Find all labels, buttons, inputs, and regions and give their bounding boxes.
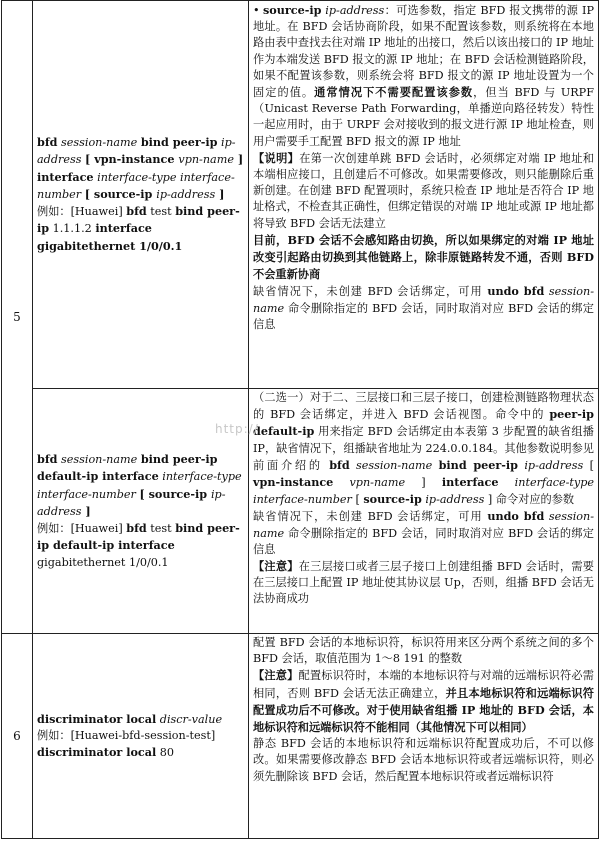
cmd-keyword: bfd	[37, 135, 58, 150]
default-keyword: undo bfd	[487, 284, 545, 299]
desc-param: ip-address	[517, 458, 590, 472]
cmd-param: interface-type interface-number	[37, 470, 242, 501]
desc-text: 用来指定 BFD 会话绑定由本表第 3 步配置的缺省组播 IP，缺省情况下，组播缺省地址为 224.0.0.184。其他参数说明参见前面介绍的	[253, 425, 594, 472]
example-keyword: bfd	[126, 521, 147, 536]
default-text: 命令删除指定的 BFD 会话，同时取消对应 BFD 会话的绑定信息	[253, 301, 594, 331]
note-emphasis: 并且本地标识符和远端标识符配置成功后不可修改。对于使用缺省组播 IP 地址的 BFD 会话，本地标识符和远端标识符不能相同（其他情况下可以相同）	[253, 685, 594, 735]
desc-text: [	[589, 458, 595, 472]
example-text: gigabitethernet 1/0/0.1	[37, 555, 169, 569]
default-note	[253, 508, 594, 558]
default-text: 命令删除指定的 BFD 会话，同时取消对应 BFD 会话的绑定信息	[253, 526, 594, 556]
default-note	[253, 283, 594, 333]
description-cell	[249, 1, 599, 389]
cmd-keyword: discriminator local	[37, 711, 157, 726]
bullet-icon: •	[253, 4, 260, 17]
example-keyword: bind peer-ip	[37, 204, 240, 236]
cmd-keyword: ]	[81, 503, 91, 518]
desc-text: ：可选参数，指定 BFD 报文携带的源 IP 地址。在 BFD 会话协商阶段，如果不配置该参数，则系统将在本地路由表中查找去往对端 IP 地址的出接口，然后以该出接口的 IP 地址作为本端发送 BFD 报文的源 IP 地址；在 BFD 会话检测链路阶段，如果不配置该参数，则系统会将 BFD 报文的源 IP 地址设置为一个固定的值。	[253, 4, 594, 100]
note-block	[253, 667, 594, 784]
cmd-keyword: bfd	[37, 452, 58, 467]
note-text: 静态 BFD 会话的本地标识符和远端标识符配置成功后，不可以修改。如果需要修改静态 BFD 会话本地标识符或者远端标识符，则必须先删除该 BFD 会话，然后配置本地标识符或者远端标识符	[253, 737, 594, 783]
desc-param: ip-address	[421, 493, 488, 507]
cmd-keyword: [ source-ip	[84, 186, 157, 201]
desc-keyword: vpn-instance	[253, 475, 334, 490]
desc-keyword: interface	[441, 475, 499, 490]
desc-param: session-name	[349, 458, 439, 472]
command-cell	[33, 634, 249, 839]
command-table	[1, 0, 599, 839]
cmd-keyword: [ vpn-instance	[85, 152, 179, 167]
desc-param: ip-address	[321, 4, 385, 17]
note-text: 在三层接口或者三层子接口上创建组播 BFD 会话时，需要在三层接口上配置 IP 地址使其协议层 Up，否则，组播 BFD 会话无法协商成功	[253, 560, 594, 606]
default-param: session-name	[253, 285, 595, 315]
example-keyword: bfd	[126, 204, 147, 219]
example-text: 1.1.1.2	[49, 222, 96, 236]
default-keyword: undo bfd	[487, 509, 545, 524]
cmd-param: vpn-name	[178, 153, 234, 167]
default-text: 缺省情况下，未创建 BFD 会话绑定，可用	[253, 510, 488, 524]
desc-keyword: bfd	[329, 457, 350, 472]
note-label: 【说明】	[253, 150, 300, 165]
example-text: test	[146, 522, 176, 536]
example-label: 例如：[Huawei]	[37, 205, 127, 219]
desc-param: vpn-name	[333, 476, 422, 490]
table-row	[2, 1, 599, 389]
step-number: 5	[2, 1, 33, 634]
desc-param: interface-type interface-number	[253, 476, 595, 507]
note-text: 配置标识符时，本端的本地标识符与对端的远端标识符必需相同，否则 BFD 会话无法正确建立，	[253, 669, 594, 700]
cmd-param: ip-address	[37, 136, 236, 167]
table-row	[2, 389, 599, 634]
desc-text: [	[355, 493, 364, 507]
note-block	[253, 150, 594, 284]
desc-text: ，但当 BFD 与 URPF（Unicast Reverse Path Forwarding，单播逆向路径转发）特性一起应用时，由于 URPF 会对接收到的报文进行源 IP 地址检查，则用户需要手工配置 BFD 报文的源 IP 地址	[253, 86, 594, 148]
note-block	[253, 558, 594, 608]
watermark: http://	[215, 422, 259, 436]
cmd-param: session-name	[57, 136, 141, 150]
param-description	[253, 390, 594, 508]
cmd-keyword: ]	[215, 186, 225, 201]
desc-text: ] 命令对应的参数	[487, 493, 575, 507]
default-text: 缺省情况下，未创建 BFD 会话绑定，可用	[253, 285, 488, 299]
example-keyword: bind peer-ip default-ip interface	[37, 521, 240, 553]
desc-text: （二选一）对于二、三层接口和三层子接口，创建检测链路物理状态的 BFD 会话绑定，并进入 BFD 会话视图。命令中的	[253, 391, 594, 422]
cmd-keyword: ]	[233, 152, 244, 167]
desc-text: ]	[421, 476, 442, 490]
desc-emphasis: 通常情况下不需要配置该参数	[314, 85, 474, 100]
desc-keyword: bind peer-ip	[438, 457, 518, 472]
note-label: 【注意】	[253, 559, 299, 574]
example-label: 例如：[Huawei]	[37, 522, 127, 536]
cmd-keyword: interface	[37, 169, 94, 184]
cmd-param: session-name	[57, 453, 141, 467]
note-text: 在第一次创建单跳 BFD 会话时，必须绑定对端 IP 地址和本端相应接口，且创建后不可修改。如果需要修改，则只能删除后重新创建。在创建 BFD 配置项时，系统只检查 IP 地址是否符合 IP 地址格式，不检查其正确性，但绑定错误的对端 IP 地址或源 IP 地址都将导致 BFD 会话无法建立	[253, 151, 594, 230]
note-emphasis: 目前，BFD 会话不会感知路由切换，所以如果绑定的对端 IP 地址改变引起路由切换到其他链路上，除非原链路转发不通，否则 BFD 不会重新协商	[253, 232, 594, 282]
param-description	[253, 2, 594, 150]
desc-keyword: source-ip	[263, 3, 322, 17]
desc-keyword: source-ip	[363, 492, 422, 507]
cmd-keyword: [ source-ip	[139, 486, 211, 501]
cmd-param: ip-address	[37, 487, 226, 518]
cmd-param: discr-value	[156, 712, 223, 726]
desc-keyword: peer-ip default-ip	[253, 407, 594, 439]
note-label: 【注意】	[253, 668, 299, 683]
cmd-param: ip-address	[156, 187, 216, 201]
example-keyword: interface	[95, 221, 152, 236]
cmd-keyword: bind peer-ip default-ip interface	[37, 452, 218, 484]
step-number: 6	[2, 634, 33, 839]
cmd-keyword: bind peer-ip	[140, 135, 218, 150]
command-cell	[33, 1, 249, 389]
description-cell	[249, 634, 599, 839]
param-description: 配置 BFD 会话的本地标识符，标识符用来区分两个系统之间的多个 BFD 会话，取值范围为 1～8 191 的整数	[253, 636, 594, 666]
example-text: 80	[156, 746, 175, 760]
description-cell	[249, 389, 599, 634]
example-label: 例如：[Huawei-bfd-session-test]	[37, 728, 216, 742]
table-row	[2, 634, 599, 839]
default-param: session-name	[253, 510, 595, 540]
cmd-param: interface-type interface-number	[37, 170, 235, 201]
example-text: gigabitethernet 1/0/0.1	[37, 238, 183, 253]
example-text: test	[146, 205, 176, 219]
example-keyword: discriminator local	[37, 745, 157, 760]
